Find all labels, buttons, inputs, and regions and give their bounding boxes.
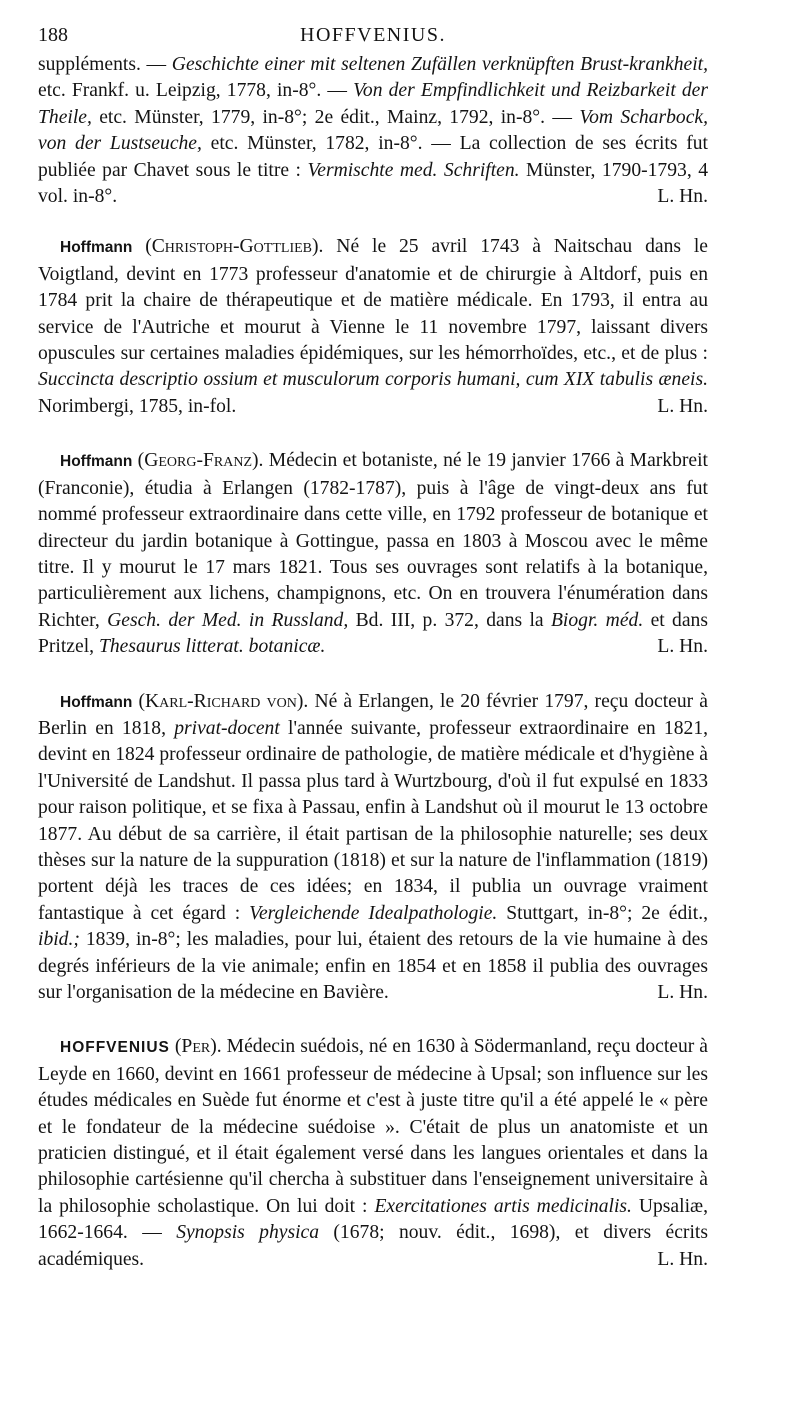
entry-hoffmann-christoph-gottlieb: [38, 234, 708, 420]
italic-title: Vom Scharbock, von der Lustseuche,: [38, 106, 708, 155]
text-run: (1678; nouv. édit., 1698), et divers écrits académiques.: [38, 1222, 708, 1270]
text-run: et dans Pritzel,: [38, 609, 708, 658]
entry-hoffmann-georg-franz: [38, 448, 708, 660]
entry-body: [38, 450, 708, 657]
italic-title: Thesaurus litterat. botanicæ.: [98, 636, 326, 658]
italic-title: Succincta descriptio ossium et musculorum corporis humani, cum XIX tabulis æneis.: [38, 369, 708, 391]
entry-body: [38, 691, 708, 1003]
text-run: Né à Erlangen, le 20 février 1797, reçu docteur à Berlin en 1818,: [38, 690, 708, 739]
entry-continuation: [38, 52, 708, 210]
entry-qualifier: (Georg-Franz).: [137, 450, 264, 472]
entry-text: [38, 689, 708, 1007]
entry-headword: Hoffmann: [60, 239, 133, 257]
author-signature: L. Hn.: [657, 636, 708, 658]
author-signature: L. Hn.: [657, 1248, 708, 1270]
text-run: etc. Münster, 1779, in-8°; 2e édit., Mainz, 1792, in-8°. —: [91, 106, 580, 128]
entry-headword: Hoffmann: [60, 453, 133, 471]
text-run: Médecin et botaniste, né le 19 janvier 1766 à Markbreit (Franconie), étudia à Erlangen (1782-1787), puis à l'âge de vingt-deux ans fut nommé professeur extraordinaire dans cette ville, en 1792 professeur de botanique et directeur du jardin botanique à Gottingue, passa en 1803 à Moscou avec le même titre. Il y mourut le 17 mars 1821. Tous ses ouvrages sont relatifs à la botanique, particulièrement aux lichens, champignons, etc. On en trouvera l'énumération dans Richter,: [38, 450, 708, 631]
entry-hoffvenius-per: [38, 1034, 708, 1273]
italic-title: Synopsis physica: [176, 1222, 320, 1244]
text-run: l'année suivante, professeur extraordinaire en 1821, devint en 1824 professeur ordinaire de pathologie, de matière médicale et d'hygiène à l'Université de Landshut. Il passa plus tard à Wurtzbourg, d'où il fut expulsé en 1833 pour raison politique, et se fixa à Passau, enfin à Landshut où il mourut le 13 octobre 1877. Au début de sa carrière, il était partisan de la philosophie naturelle; ses deux thèses sur la nature de la suppuration (1818) et sur la nature de l'inflammation (1819) portent déjà les traces de ces idées; en 1834, il publia un ouvrage vraiment fantastique à cet égard :: [38, 717, 709, 924]
running-title: HOFFVENIUS.: [300, 24, 446, 46]
text-run: Norimbergi, 1785, in-fol.: [38, 395, 237, 417]
entry-body: [38, 1036, 708, 1269]
italic-title: Biogr. méd.: [550, 609, 644, 631]
italic-title: Geschichte einer mit seltenen Zufällen verknüpften Brust-krankheit,: [171, 54, 709, 75]
text-run: Bd. III, p. 372, dans la: [348, 609, 551, 631]
author-signature: L. Hn.: [657, 186, 708, 208]
entry-qualifier: (Karl-Richard von).: [138, 690, 309, 712]
italic-title: Vergleichende Idealpathologie.: [249, 902, 498, 924]
text-run: 1839, in-8°; les maladies, pour lui, étaient des retours de la vie humaine à des degrés inférieurs de la vie animale; enfin en 1854 et en 1858 il publia des ouvrages sur l'organisation de la médecine en Bavière.: [38, 929, 708, 1003]
text-run: Stuttgart, in-8°; 2e édit.,: [497, 902, 708, 924]
text-run: Münster, 1790-1793, 4 vol. in-8°.: [38, 159, 708, 208]
italic-title: Von der Empfindlichkeit und Reizbarkeit der Theile,: [38, 80, 708, 128]
entry-text: [38, 448, 708, 660]
author-signature: L. Hn.: [657, 395, 708, 417]
entry-text: [38, 52, 708, 210]
italic-title: Gesch. der Med. in Russland,: [107, 609, 349, 631]
entry-qualifier: (Christoph-Gottlieb).: [145, 236, 324, 258]
italic-title: Exercitationes artis medicinalis.: [374, 1195, 632, 1217]
text-run: etc. Frankf. u. Leipzig, 1778, in-8°. —: [38, 80, 354, 102]
page-header: [38, 22, 708, 52]
text-run: Upsaliæ, 1662-1664. —: [38, 1195, 708, 1244]
author-signature: L. Hn.: [657, 982, 708, 1003]
entry-headword: Hoffmann: [60, 693, 133, 711]
text-run: suppléments. —: [38, 54, 172, 75]
text-run: etc. Münster, 1782, in-8°. — La collection de ses écrits fut publiée par Chavet sous le titre :: [38, 133, 708, 181]
entry-hoffmann-karl-richard: [38, 689, 708, 1007]
entry-text: [38, 234, 708, 420]
entry-body: [38, 236, 708, 416]
text-run: Médecin suédois, né en 1630 à Södermanland, reçu docteur à Leyde en 1660, devint en 1661 professeur de médecine à Upsal; son influence sur les études médicales en Suède fut énorme et c'est à juste titre qu'il a été appelé le « père et le fondateur de la médecine suédoise ». C'était de plus un anatomiste et un praticien distingué, et il était également versé dans les langues orientales et dans la philosophie cartésienne qu'il chercha à substituer dans l'enseignement universitaire à la philosophie scholastique. On lui doit :: [38, 1036, 708, 1217]
italic-title: privat-docent: [174, 717, 280, 739]
entry-body: [38, 54, 708, 207]
entry-qualifier: (Per).: [174, 1036, 222, 1058]
entry-headword: HOFFVENIUS: [60, 1039, 170, 1057]
text-run: Né le 25 avril 1743 à Naitschau dans le Voigtland, devint en 1773 professeur d'anatomie et de chirurgie à Altdorf, puis en 1784 prit la chaire de thérapeutique et de matière médicale. En 1793, il entra au service de l'Autriche et mourut à Vienne le 11 novembre 1797, laissant divers opuscules sur certaines maladies épidémiques, sur les hémorrhoïdes, etc., et de plus :: [38, 236, 708, 365]
entry-text: [38, 1034, 708, 1273]
italic-title: ibid.;: [38, 929, 80, 951]
page-number: 188: [38, 24, 68, 46]
italic-title: Vermischte med. Schriften.: [307, 159, 520, 181]
